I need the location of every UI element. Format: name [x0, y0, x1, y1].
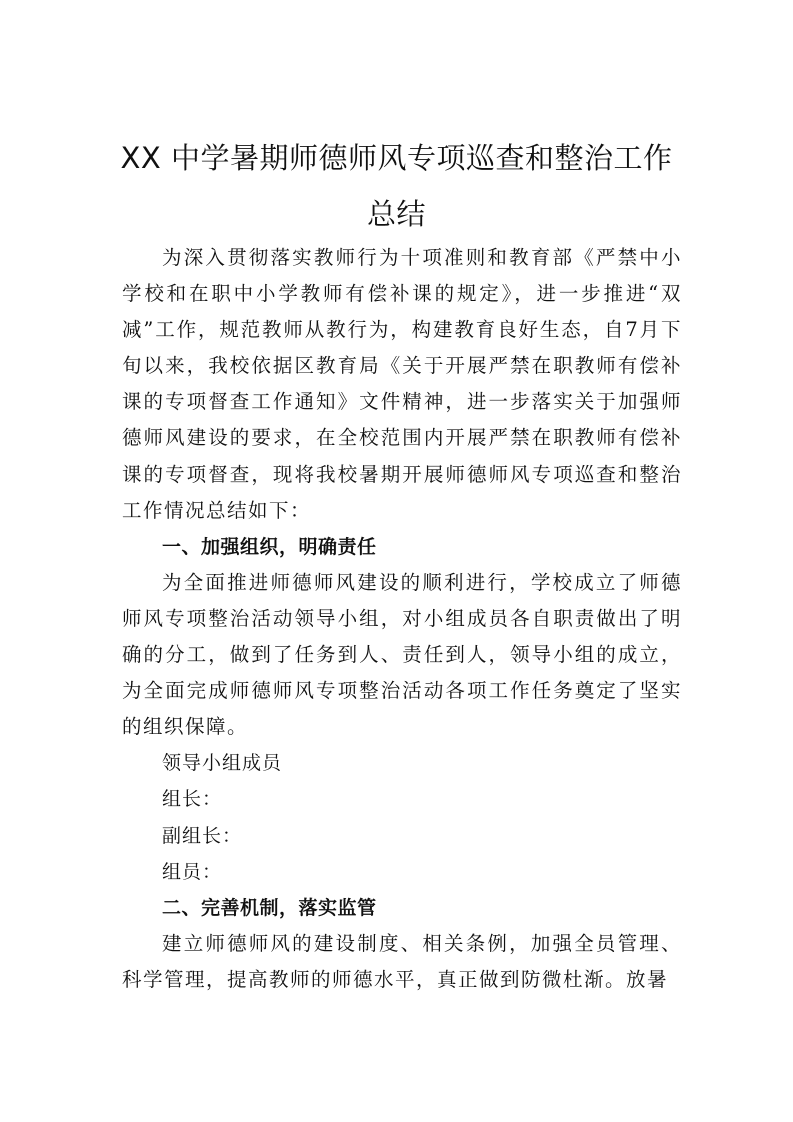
deputy-leader-line: 副组长： [162, 824, 243, 847]
document-body [122, 240, 682, 998]
members-title: 领导小组成员 [162, 752, 283, 775]
section2-paragraph: 建立师德师风的建设制度、相关条例，加强全员管理、科学管理，提高教师的师德水平，真正做到防微杜渐。放暑 [122, 931, 682, 991]
intro-paragraph: 为深入贯彻落实教师行为十项准则和教育部《严禁中小学校和在职中小学教师有偿补课的规定》，进一步推进“双减”工作，规范教师从教行为，构建教育良好生态，自7月下旬以来，我校依据区教育局《关于开展严禁在职教师有偿补课的专项督查工作通知》文件精神，进一步落实关于加强师德师风建设的要求，在全校范围内开展严禁在职教师有偿补课的专项督查，现将我校暑期开展师德师风专项巡查和整治工作情况总结如下： [122, 246, 682, 522]
section2-heading: 二、完善机制，落实监管 [162, 896, 377, 919]
section1-heading: 一、加强组织，明确责任 [162, 535, 377, 558]
leader-line: 组长： [162, 788, 223, 811]
section1-paragraph: 为全面推进师德师风建设的顺利进行，学校成立了师德师风专项整治活动领导小组，对小组成员各自职责做出了明确的分工，做到了任务到人、责任到人，领导小组的成立，为全面完成师德师风专项整治活动各项工作任务奠定了坚实的组织保障。 [122, 570, 682, 739]
document-title-line2: 总结 [366, 197, 426, 231]
members-line: 组员： [162, 860, 223, 883]
document-title-line1: XX 中学暑期师德师风专项巡查和整治工作 [120, 141, 673, 175]
